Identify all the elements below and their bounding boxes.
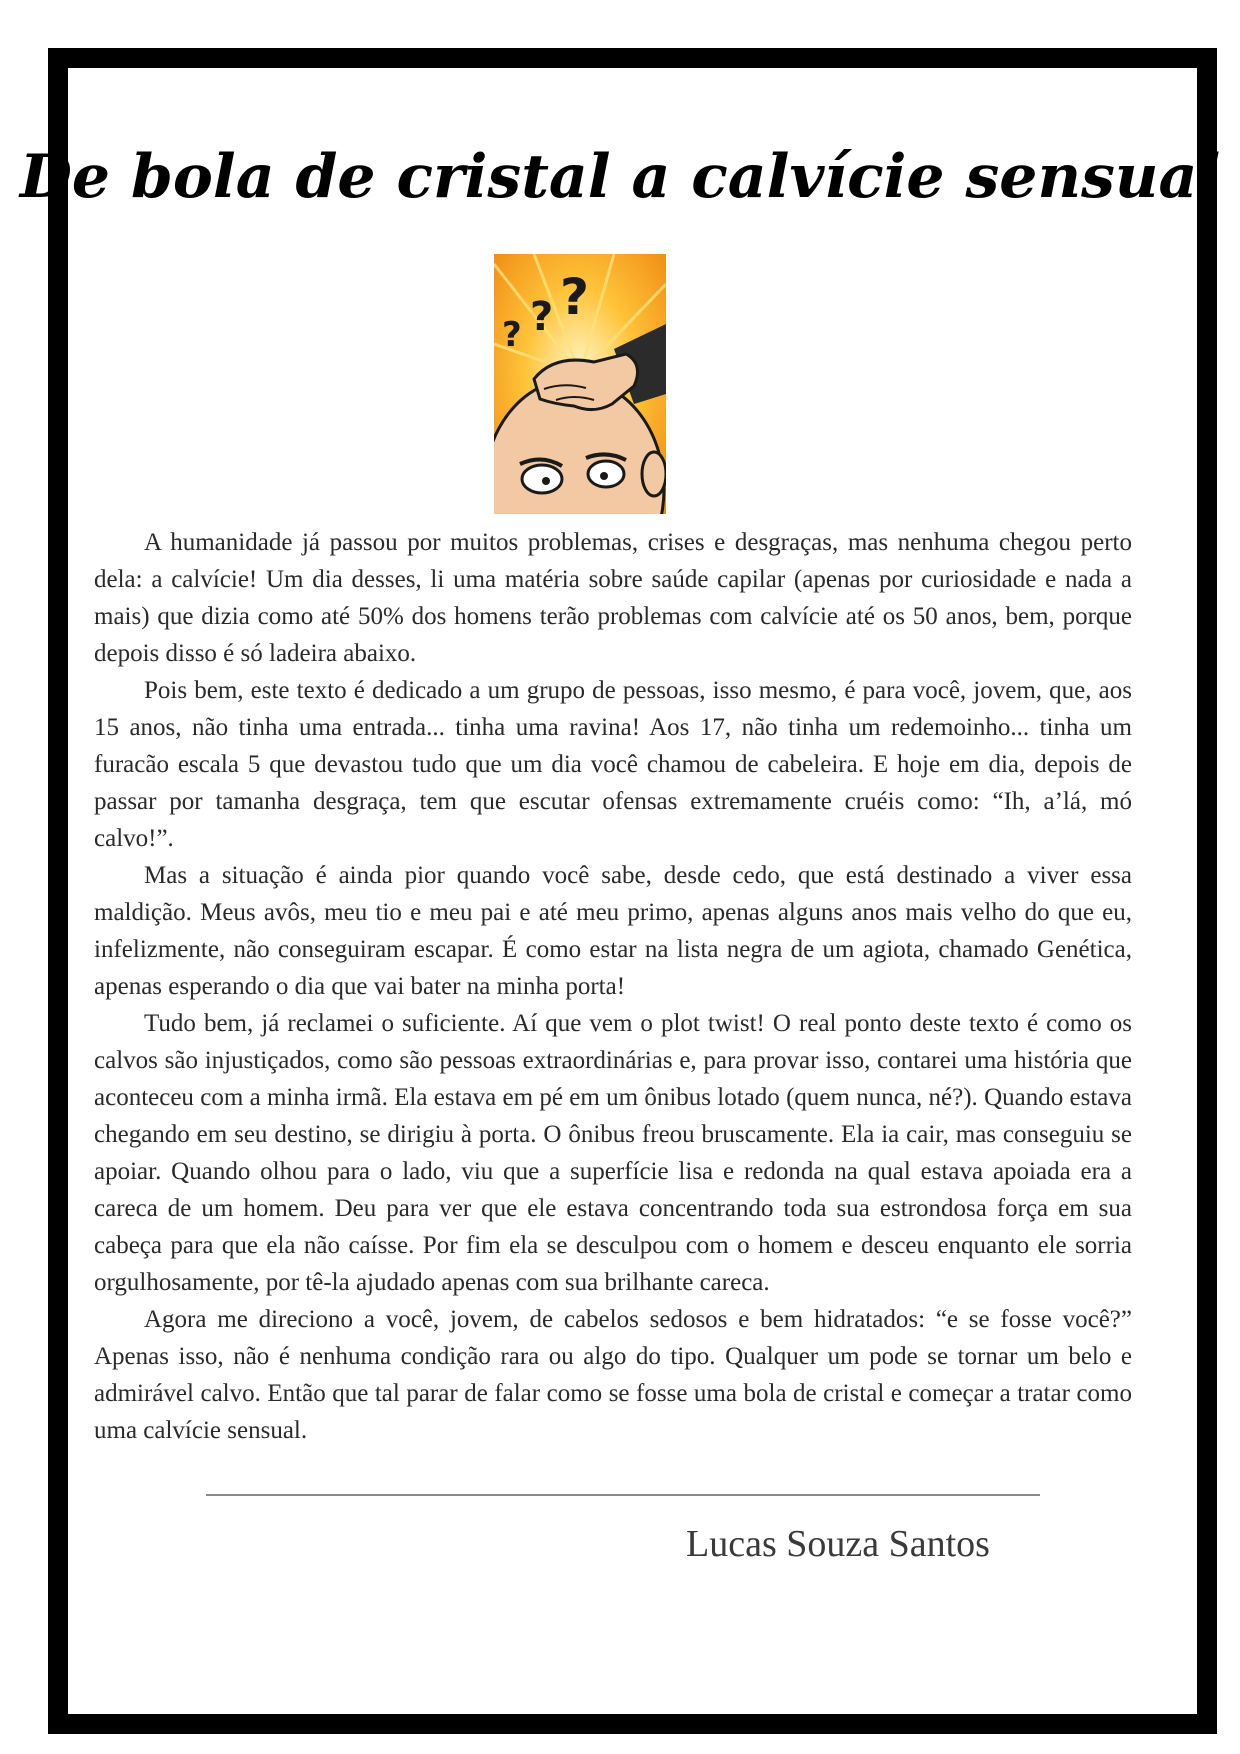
question-mark-icon: ? — [502, 315, 522, 355]
paragraph-5: Agora me direciono a você, jovem, de cabelos sedosos e bem hidratados: “e se fosse você?” Apenas isso, não é nenhuma condição rara ou algo do tipo. Qualquer um pode se tornar um belo e admirável calvo. Então que tal parar de falar como se fosse uma bola de cristal e começar a tratar como uma calvície sensual. — [94, 1306, 1132, 1444]
bald-head-icon — [494, 254, 666, 514]
paragraph-3: Mas a situação é ainda pior quando você sabe, desde cedo, que está destinado a viver essa maldição. Meus avôs, meu tio e meu pai e até meu primo, apenas alguns anos mais velho do que eu, infelizmente, não conseguiram escapar. É como estar na lista negra de um agiota, chamado Genética, apenas esperando o dia que vai bater na minha porta! — [94, 862, 1132, 1000]
paragraph-1: A humanidade já passou por muitos problemas, crises e desgraças, mas nenhuma chegou perto dela: a calvície! Um dia desses, li uma matéria sobre saúde capilar (apenas por curiosidade e nada a mais) que dizia como até 50% dos homens terão problemas com calvície até os 50 anos, bem, porque depois disso é só ladeira abaixo. — [94, 529, 1132, 667]
bald-head-illustration — [494, 254, 666, 514]
paragraph-2: Pois bem, este texto é dedicado a um grupo de pessoas, isso mesmo, é para você, jovem, que, aos 15 anos, não tinha uma entrada... tinha uma ravina! Aos 17, não tinha um redemoinho... tinha um furacão escala 5 que devastou tudo que um dia você chamou de cabeleira. E hoje em dia, depois de passar por tamanha desgraça, tem que escutar ofensas extremamente cruéis como: “Ih, a’lá, mó calvo!”. — [94, 677, 1132, 852]
author-name: Lucas Souza Santos — [686, 1523, 990, 1565]
document-title: De bola de cristal a calvície sensual — [19, 142, 1221, 212]
signature-divider — [206, 1494, 1040, 1496]
article-body — [94, 524, 1132, 1449]
question-mark-icon: ? — [530, 294, 554, 340]
question-mark-icon: ? — [560, 268, 590, 326]
paragraph-4: Tudo bem, já reclamei o suficiente. Aí que vem o plot twist! O real ponto deste texto é como os calvos são injustiçados, como são pessoas extraordinárias e, para provar isso, contarei uma história que aconteceu com a minha irmã. Ela estava em pé em um ônibus lotado (quem nunca, né?). Quando estava chegando em seu destino, se dirigiu à porta. O ônibus freou bruscamente. Ela ia cair, mas conseguiu se apoiar. Quando olhou para o lado, viu que a superfície lisa e redonda na qual estava apoiada era a careca de um homem. Deu para ver que ele estava concentrando toda sua estrondosa força em sua cabeça para que ela não caísse. Por fim ela se desculpou com o homem e desceu enquanto ele sorria orgulhosamente, por tê-la ajudado apenas com sua brilhante careca. — [94, 1010, 1132, 1296]
